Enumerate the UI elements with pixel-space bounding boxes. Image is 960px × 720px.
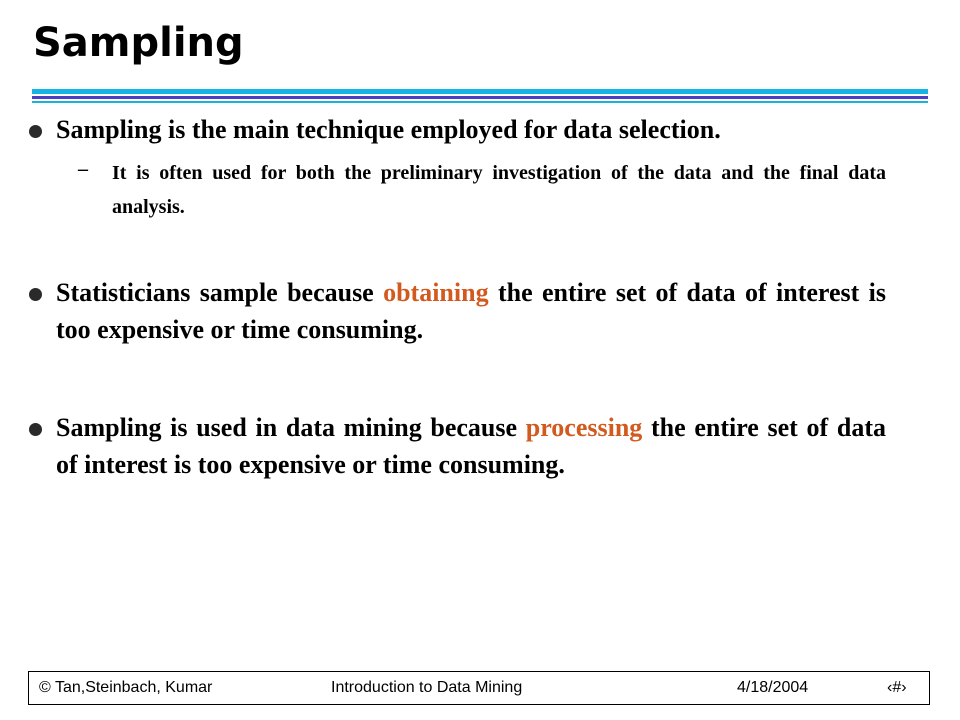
bullet-1-text: Sampling is the main technique employed for data selection. — [56, 115, 721, 144]
bullet-3-highlight: processing — [525, 413, 643, 442]
bullet-2-text — [56, 274, 886, 348]
bullet-dot-3 — [29, 423, 42, 436]
sub-bullet-dash: – — [78, 158, 88, 180]
title-underline-top — [32, 89, 928, 94]
bullet-3-after: the entire set of data of interest is too expensive or time consuming. — [56, 413, 886, 479]
title-underline-middle — [32, 96, 928, 99]
title-underline-bottom — [32, 101, 928, 103]
footer-page-number: ‹#› — [887, 679, 907, 696]
bullet-2-highlight: obtaining — [383, 278, 489, 307]
slide-footer — [28, 671, 930, 705]
footer-course-title: Introduction to Data Mining — [331, 679, 523, 696]
bullet-2-before: Statisticians sample because — [56, 278, 384, 307]
sub-bullet-1-text: It is often used for both the preliminary investigation of the data and the final data analysis. — [112, 162, 886, 218]
bullet-2-after: the entire set of data of interest is too expensive or time consuming. — [56, 278, 887, 344]
bullet-dot-2 — [29, 288, 42, 301]
footer-date: 4/18/2004 — [737, 679, 809, 696]
bullet-3-before: Sampling is used in data mining because — [56, 413, 526, 442]
slide-title: Sampling — [33, 20, 244, 66]
bullet-dot-1 — [29, 125, 42, 138]
bullet-3-text — [56, 409, 886, 483]
footer-authors: © Tan,Steinbach, Kumar — [39, 679, 213, 696]
